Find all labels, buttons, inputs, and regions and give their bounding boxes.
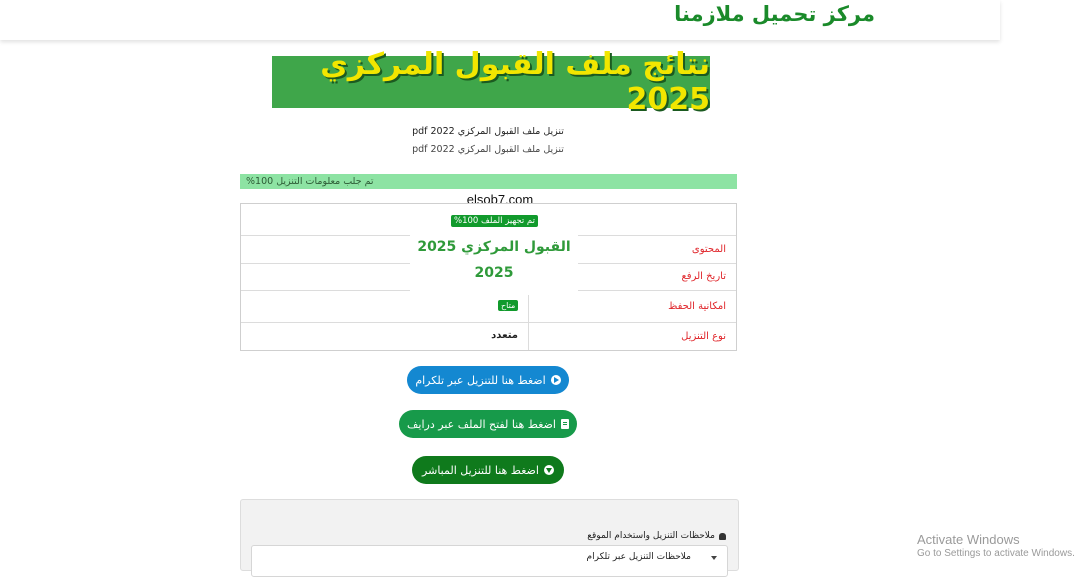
bell-icon [719, 533, 726, 540]
page-subtitle-secondary: تنزيل ملف القبول المركزي 2022 pdf [412, 144, 564, 155]
row-divider [528, 323, 529, 350]
file-ready-badge: تم تجهيز الملف 100% [451, 215, 538, 227]
row-value: متعدد [491, 330, 518, 341]
file-pdf-icon [561, 419, 569, 429]
page-subtitle: تنزيل ملف القبول المركزي 2022 pdf [412, 126, 564, 137]
download-notes-panel [240, 499, 739, 571]
overlay-year: 2025 [474, 265, 514, 281]
download-circle-icon [544, 465, 554, 475]
row-label: تاريخ الرفع [681, 271, 726, 282]
row-label: المحتوى [691, 244, 726, 255]
activate-subtitle: Go to Settings to activate Windows. [917, 548, 1075, 559]
caret-down-icon [711, 556, 717, 560]
file-title-overlay [410, 233, 578, 295]
notes-heading [587, 531, 726, 541]
overlay-title: القبول المركزي 2025 [417, 239, 571, 255]
available-badge: متاح [498, 300, 518, 311]
row-label: امكانية الحفظ [668, 301, 726, 312]
fetch-progress-bar [240, 174, 737, 189]
drive-open-button[interactable] [399, 410, 577, 438]
direct-button-label: اضغط هنا للتنزيل المباشر [422, 463, 539, 477]
site-title[interactable]: مركز تحميل ملازمنا [674, 2, 875, 26]
info-row-download-type [241, 322, 736, 350]
direct-download-button[interactable] [412, 456, 564, 484]
telegram-icon [551, 375, 561, 385]
site-watermark: elsob7.com [466, 192, 534, 207]
telegram-download-button[interactable] [407, 366, 569, 394]
telegram-button-label: اضغط هنا للتنزيل عبر تلكرام [415, 373, 546, 387]
row-divider [528, 291, 529, 323]
notes-title-text: ملاحظات التنزيل واستخدام الموقع [587, 531, 715, 541]
top-navbar [0, 0, 1000, 40]
progress-text: تم جلب معلومات التنزيل 100% [246, 176, 374, 187]
telegram-notes-accordion[interactable] [251, 545, 728, 577]
activate-title: Activate Windows [917, 532, 1020, 547]
drive-button-label: اضغط هنا لفتح الملف عبر درايف [407, 417, 556, 431]
row-label: نوع التنزيل [681, 331, 726, 342]
banner-text: نتائج ملف القبول المركزي 2025 [320, 47, 710, 117]
accordion-label: ملاحظات التنزيل عبر تلكرام [586, 552, 691, 562]
windows-activation-watermark [917, 532, 1075, 559]
results-banner [272, 47, 710, 117]
